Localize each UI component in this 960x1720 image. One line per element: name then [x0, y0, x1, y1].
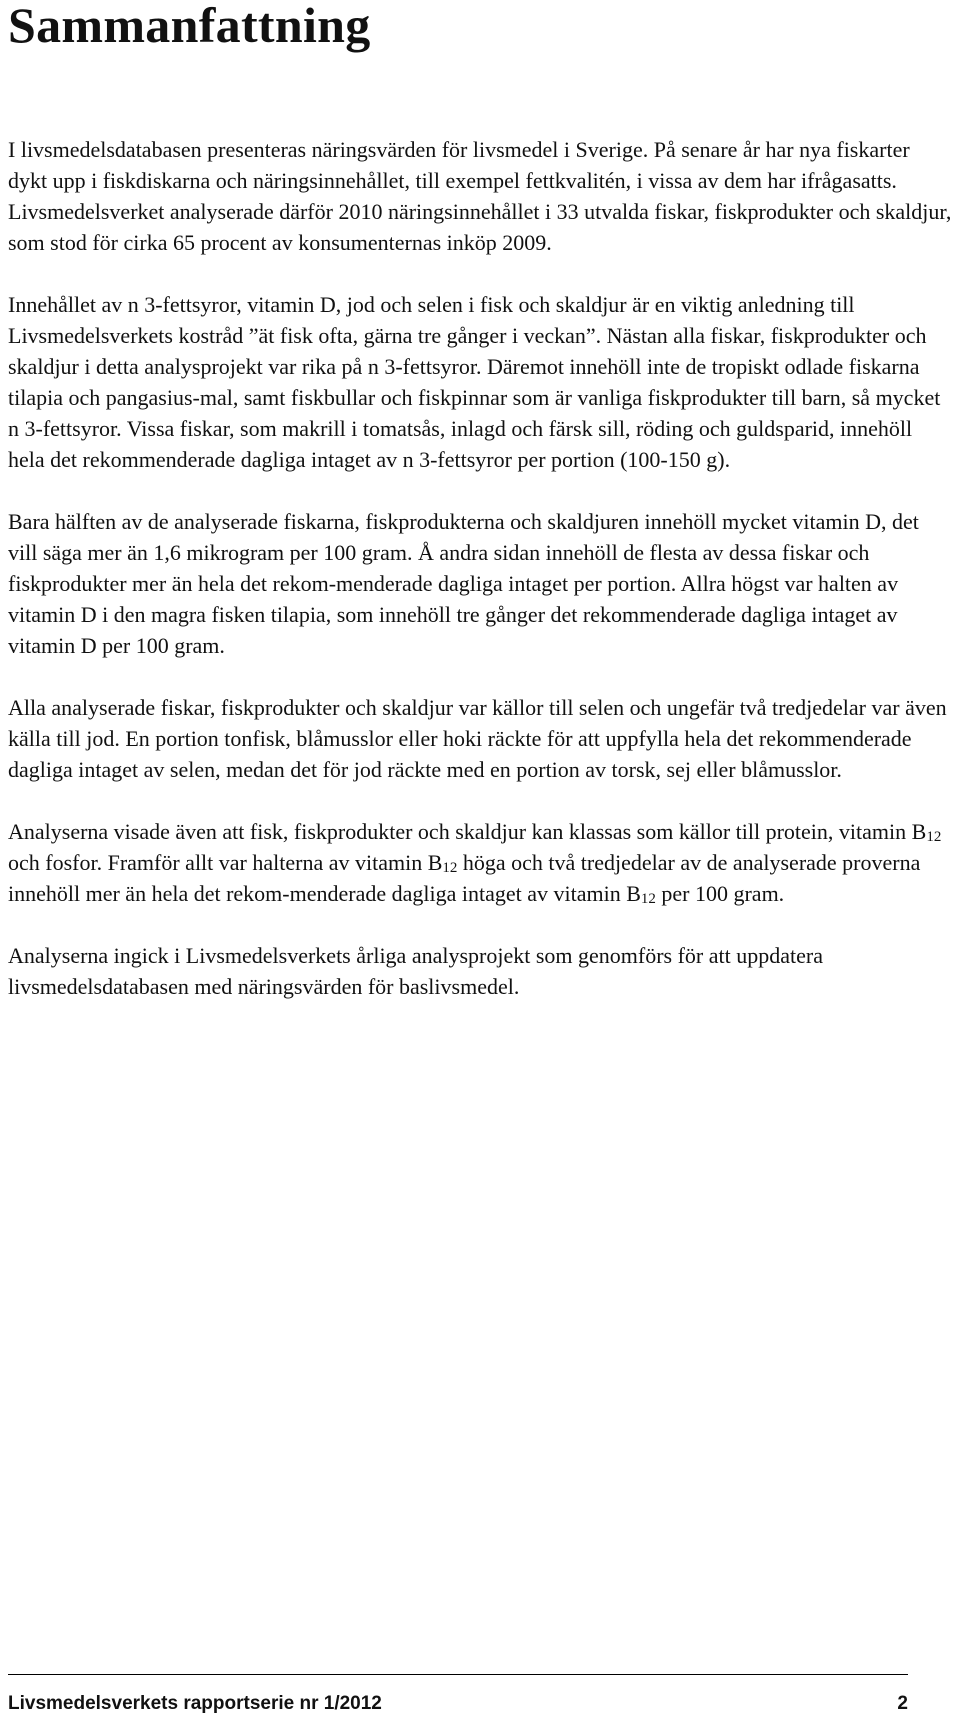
paragraph-selenium-iodine: Alla analyserade fiskar, fiskprodukter och skaldjur var källor till selen och ungefär två tredjedelar var även källa till jod. En portion tonfisk, blåmusslor eller hoki räckte för att uppfylla hela det rekommenderade dagliga intaget av selen, medan det för jod räckte med en portion av torsk, sej eller blåmusslor. — [8, 695, 947, 782]
paragraph-protein-b12-part1: Analyserna visade även att fisk, fiskprodukter och skaldjur kan klassas som källor till protein, vitamin B — [8, 819, 927, 844]
paragraph-intro: I livsmedelsdatabasen presenteras näringsvärden för livsmedel i Sverige. På senare år har nya fiskarter dykt upp i fiskdiskarna och näringsinnehållet, till exempel fettkvalitén, i vissa av dem har ifrågasatts. Livsmedelsverket analyserade därför 2010 näringsinnehållet i 33 utvalda fiskar, fiskprodukter och skaldjur, som stod för cirka 65 procent av konsumenternas inköp 2009. — [8, 137, 952, 255]
paragraph-protein-b12-part2: och fosfor. Framför allt var halterna av vitamin B — [8, 850, 443, 875]
paragraph-protein-b12 — [8, 816, 952, 909]
paragraph-omega3: Innehållet av n 3-fettsyror, vitamin D, jod och selen i fisk och skaldjur är en viktig anledning till Livsmedelsverkets kostråd ”ät fisk ofta, gärna tre gånger i veckan”. Nästan alla fiskar, fiskprodukter och skaldjur i detta analysprojekt var rika på n 3-fettsyror. Däremot innehöll inte de tropiskt odlade fiskarna tilapia och pangasius-mal, samt fiskbullar och fiskpinnar som är vanliga fiskprodukter till barn, så mycket n 3-fettsyror. Vissa fiskar, som makrill i tomatsås, inlagd och färsk sill, röding och guldsparid, innehöll hela det rekommenderade dagliga intaget av n 3-fettsyror per portion (100-150 g). — [8, 292, 941, 472]
paragraph-protein-b12-part3: höga och två tredjedelar av de analyserade proverna innehöll mer än hela det rekom-menderade dagliga intaget av vitamin B — [8, 850, 921, 906]
report-series-label: Livsmedelsverkets rapportserie nr 1/2012 — [8, 1693, 382, 1714]
summary-body — [8, 134, 952, 1033]
page-number: 2 — [897, 1693, 908, 1714]
page-footer — [8, 1674, 908, 1720]
page-title: Sammanfattning — [8, 0, 371, 53]
b12-subscript-1: 12 — [926, 829, 942, 845]
paragraph-project: Analyserna ingick i Livsmedelsverkets årliga analysprojekt som genomförs för att uppdatera livsmedelsdatabasen med näringsvärden för baslivsmedel. — [8, 943, 823, 999]
paragraph-protein-b12-part4: per 100 gram. — [655, 881, 785, 906]
b12-subscript-3: 12 — [640, 891, 656, 907]
paragraph-vitamin-d: Bara hälften av de analyserade fiskarna, fiskprodukterna och skaldjuren innehöll mycket vitamin D, det vill säga mer än 1,6 mikrogram per 100 gram. Å andra sidan innehöll de flesta av dessa fiskar och fiskprodukter mer än hela det rekom-menderade dagliga intaget per portion. Allra högst var halten av vitamin D i den magra fisken tilapia, som innehöll tre gånger det rekommenderade dagliga intaget av vitamin D per 100 gram. — [8, 509, 919, 658]
b12-subscript-2: 12 — [442, 860, 458, 876]
